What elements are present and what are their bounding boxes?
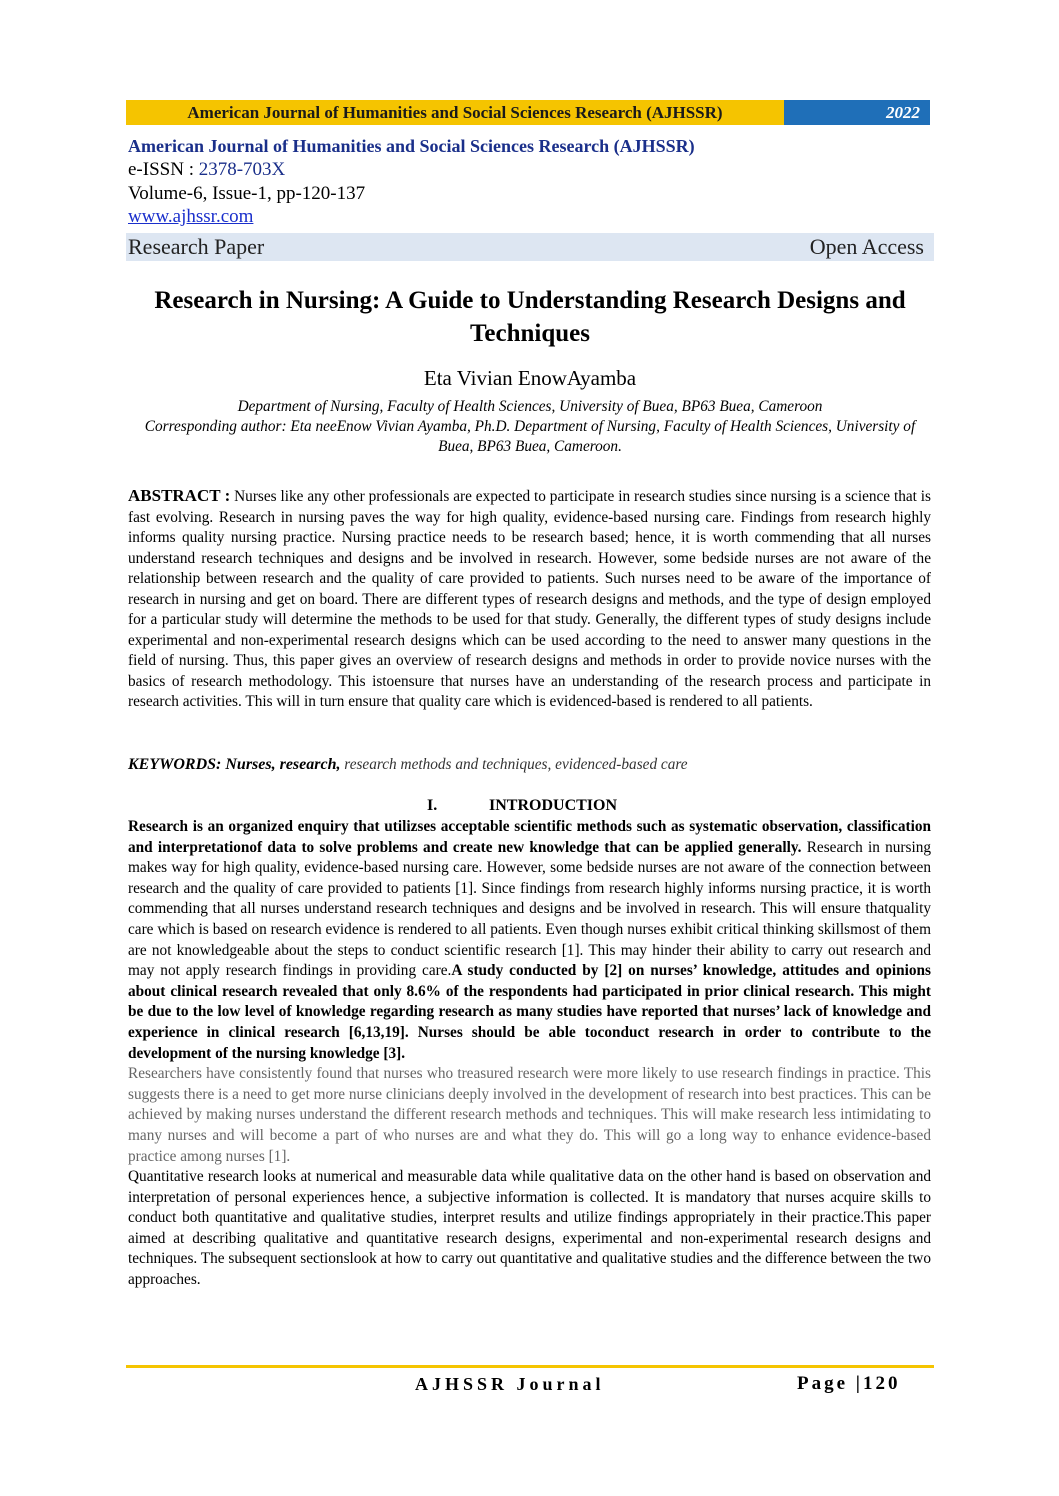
introduction-body	[128, 817, 931, 1291]
keywords-bold: Nurses, research,	[221, 756, 341, 773]
keywords-rest: research methods and techniques, evidenced-based care	[340, 756, 688, 773]
paper-type: Research Paper	[128, 234, 265, 259]
running-header-year: 2022	[784, 100, 930, 125]
affiliation: Department of Nursing, Faculty of Health Sciences, University of Buea, BP63 Buea, Cameroon	[237, 398, 823, 415]
intro-paragraph-3: Quantitative research looks at numerical and measurable data while qualitative data on the other hand is based on observation and interpretation of personal experiences hence, a subjective information is collected. It is mandatory that nurses acquire skills to conduct both quantitative and qualitative studies, interpret results and utilize findings appropriately in their practice.This paper aimed at describing qualitative and quantitative research designs, experimental and non-experimental research designs and techniques. The subsequent sectionslook at how to carry out quantitative and qualitative studies and the difference between the two approaches.	[128, 1168, 931, 1289]
section-number: I.	[427, 797, 438, 814]
intro-paragraph-1	[128, 817, 931, 1064]
footer-rule	[126, 1365, 934, 1368]
intro-p1-bold-b: A study conducted by [2] on nurses’ knowledge, attitudes and opinions about clinical research revealed that only 8.6% of the respondents had participated in prior clinical research. This might be due to the low level of knowledge regarding research as many studies have reported that nurses’ lack of knowledge and experience in clinical research [6,13,19]. Nurses should be able toconduct research in order to contribute to the development of the nursing knowledge [3].	[128, 962, 931, 1062]
corresponding-author: Corresponding author: Eta neeEnow Vivian Ayamba, Ph.D. Department of Nursing, Faculty of Health Sciences, University of Buea, BP63 Buea, Cameroon.	[144, 418, 916, 455]
volume-info: Volume-6, Issue-1, pp-120-137	[128, 183, 366, 204]
section-title: INTRODUCTION	[489, 797, 618, 814]
intro-p1-plain: Research in nursing makes way for high quality, evidence-based nursing care. However, some bedside nurses are not aware of the connection between research and the quality of care provided to patients [1]. Since findings from research highly informs nursing practice, it is worth commending that all nurses understand research techniques and designs and be involved in research. This will ensure thatquality care which is based on research evidence is rendered to all patients. Even though nurses exhibit critical thinking skillsmost of them are not knowledgeable about the steps to conduct scientific research [1]. This may hinder their ability to carry out research and may not apply research findings in providing care.	[128, 838, 931, 980]
author-name: Eta Vivian EnowAyamba	[423, 366, 637, 390]
access-type: Open Access	[809, 234, 924, 259]
paper-title: Research in Nursing: A Guide to Understanding Research Designs and Techniques	[154, 287, 906, 347]
issn	[128, 158, 934, 182]
running-header	[126, 100, 930, 125]
abstract-text: Nurses like any other professionals are expected to participate in research studies since nursing is a science that is fast evolving. Research in nursing paves the way for high quality, evidence-based nursing care. Findings from research highly informs quality nursing practice. Nursing practice needs to be research based; hence, it is worth commending that all nurses understand research techniques and designs and be involved in research. However, some bedside nurses are not aware of the relationship between research and the quality of care provided to patients. Such nurses need to be aware of the importance of research in nursing and get on board. There are different types of research designs and methods, and the type of design employed for a particular study will determine the methods to be used for that study. Generally, the different types of study designs include experimental and non-experimental research designs which can be used according to the need to answer many questions in the field of nursing. Thus, this paper gives an overview of research designs and methods in order to provide novice nurses with the basics of research methodology. This istoensure that nurses have an understanding of the research process and participate in research activities. This will in turn ensure that quality care which is evidenced-based is rendered to all patients.	[128, 488, 932, 710]
running-header-journal: American Journal of Humanities and Social Sciences Research (AJHSSR)	[126, 100, 784, 125]
keywords	[128, 756, 931, 774]
abstract	[128, 486, 931, 713]
affiliation-block	[130, 397, 930, 457]
abstract-label: ABSTRACT :	[128, 486, 231, 505]
intro-p1-bold-a: Research is an organized enquiry that utilizses acceptable scientific methods such as systematic observation, classification and interpretationof data to solve problems and create new knowledge that can be applied generally.	[128, 818, 931, 856]
intro-paragraph-2: Researchers have consistently found that nurses who treasured research were more likely to use research findings in practice. This suggests there is a need to get more nurse clinicians deeply involved in the development of research into best practices. This can be achieved by making nurses understand the different research methods and techniques. This will make research less intimidating to many nurses and will become a part of who nurses are and what they do. This will go a long way to enhance evidence-based practice among nurses [1].	[128, 1065, 931, 1165]
journal-url-link[interactable]: www.ajhssr.com	[128, 206, 254, 227]
paper-type-bar	[126, 233, 934, 261]
page-number: Page |120	[797, 1373, 901, 1394]
issn-label: e-ISSN :	[128, 159, 199, 180]
keywords-label: KEYWORDS:	[128, 756, 222, 773]
footer-journal: AJHSSR Journal	[415, 1374, 605, 1394]
journal-title: American Journal of Humanities and Social Sciences Research (AJHSSR)	[128, 136, 695, 156]
journal-meta	[128, 134, 934, 228]
issn-value: 2378-703X	[198, 159, 286, 180]
